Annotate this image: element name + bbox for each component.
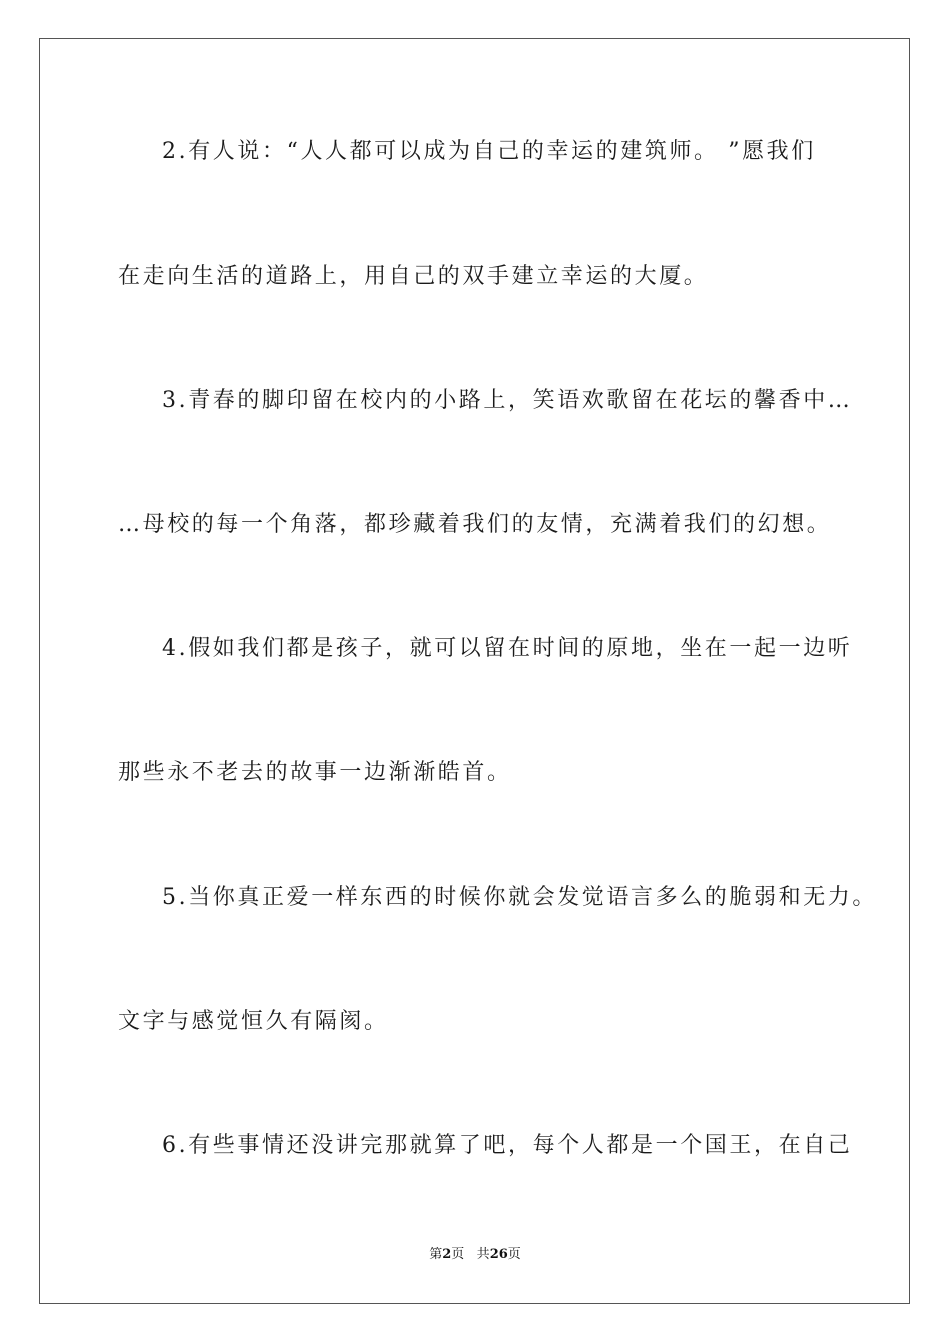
paragraph-6-line-1: 6.有些事情还没讲完那就算了吧，每个人都是一个国王，在自己 bbox=[162, 1133, 853, 1158]
total-pages: 26 bbox=[489, 1247, 508, 1262]
page-number: 2 bbox=[442, 1247, 452, 1262]
paragraph-4-line-2: 那些永不老去的故事一边渐渐皓首。 bbox=[118, 760, 512, 785]
paragraph-2-line-1: 2.有人说：“人人都可以成为自己的幸运的建筑师。 ”愿我们 bbox=[162, 139, 816, 164]
page-footer bbox=[0, 1246, 950, 1264]
total-prefix: 共 bbox=[476, 1247, 490, 1262]
page-border bbox=[39, 38, 910, 1304]
paragraph-3-line-2: …母校的每一个角落，都珍藏着我们的友情，充满着我们的幻想。 bbox=[118, 512, 832, 537]
paragraph-5-line-2: 文字与感觉恒久有隔阂。 bbox=[118, 1009, 389, 1034]
page-prefix: 第 bbox=[429, 1247, 443, 1262]
page-suffix: 页 bbox=[451, 1247, 465, 1262]
paragraph-4-line-1: 4.假如我们都是孩子，就可以留在时间的原地，坐在一起一边听 bbox=[162, 636, 853, 661]
total-suffix: 页 bbox=[507, 1247, 521, 1262]
paragraph-2-line-2: 在走向生活的道路上，用自己的双手建立幸运的大厦。 bbox=[118, 264, 709, 289]
paragraph-3-line-1: 3.青春的脚印留在校内的小路上，笑语欢歌留在花坛的馨香中… bbox=[162, 388, 853, 413]
paragraph-5-line-1: 5.当你真正爱一样东西的时候你就会发觉语言多么的脆弱和无力。 bbox=[162, 885, 877, 910]
